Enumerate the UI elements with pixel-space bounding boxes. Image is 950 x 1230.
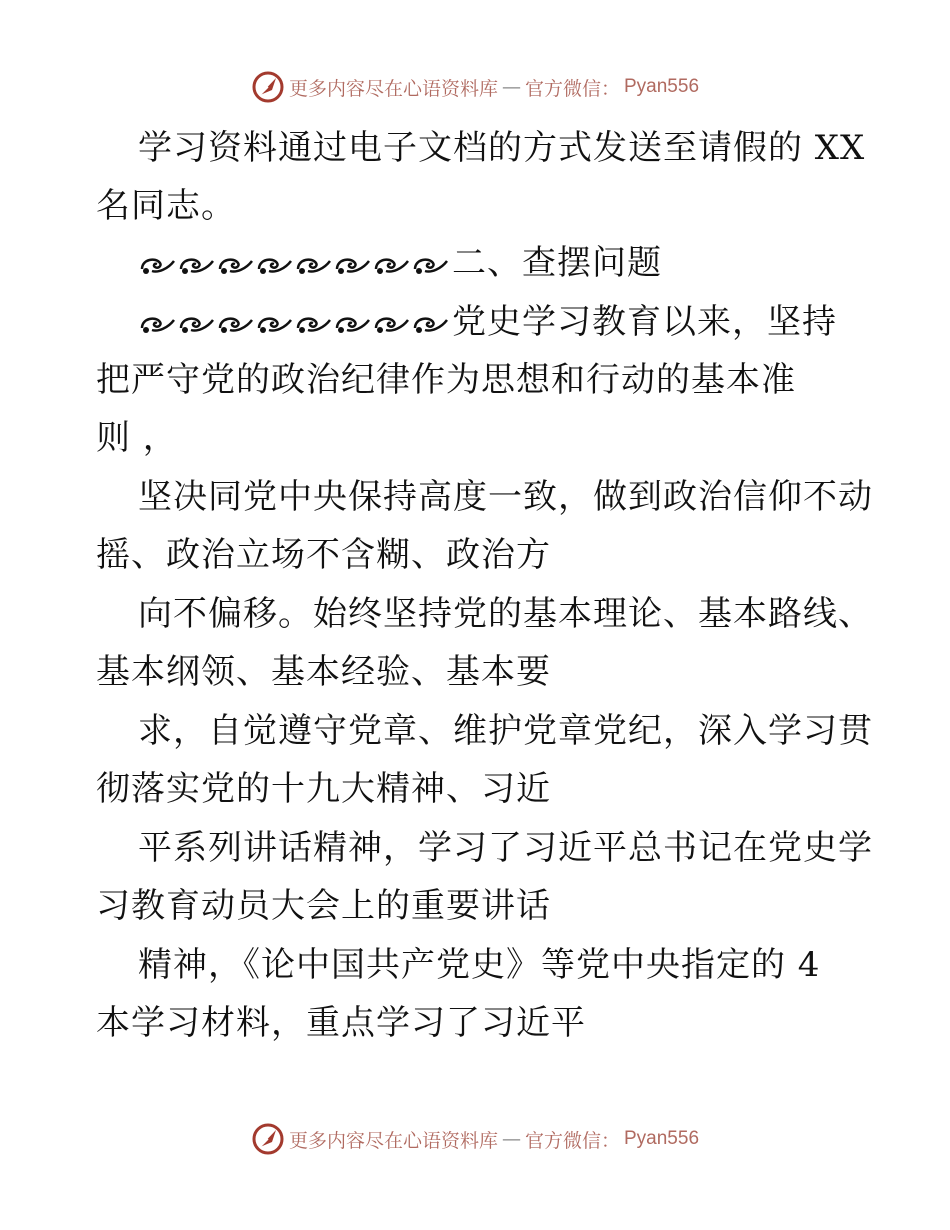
watermark-text: 更多内容尽在心语资料库: [288, 1129, 498, 1152]
section-heading-line: [138, 243, 662, 283]
text-line: 求，自觉遵守党章、维护党章党纪，深入学习贯: [138, 711, 873, 751]
text-line: 摇、政治立场不含糊、政治方: [96, 535, 551, 575]
footer-watermark: [0, 1122, 950, 1156]
fleuron-icon: [138, 253, 450, 277]
text-line: 坚决同党中央保持高度一致，做到政治信仰不动: [138, 477, 873, 517]
text-line: 则 ，: [96, 418, 178, 458]
watermark-dash: —: [501, 76, 521, 98]
fleuron-icon: [138, 312, 450, 336]
watermark-text: 更多内容尽在心语资料库: [288, 77, 498, 100]
text-line: 基本纲领、基本经验、基本要: [96, 652, 551, 692]
paragraph-text: 党史学习教育以来，坚持: [452, 302, 837, 342]
text-line: 精神，《论中国共产党史》等党中央指定的 4: [138, 945, 821, 985]
text-line: 向不偏移。始终坚持党的基本理论、基本路线、: [138, 594, 873, 634]
text-line: 平系列讲话精神，学习了习近平总书记在党史学: [138, 828, 873, 868]
watermark: [251, 70, 699, 104]
text-line: 习教育动员大会上的重要讲话: [96, 886, 551, 926]
section-heading: 二、查摆问题: [452, 243, 662, 283]
text-line: 学习资料通过电子文档的方式发送至请假的 XX: [138, 128, 866, 168]
quill-pen-icon: [251, 1122, 285, 1156]
watermark-wechat-label: 官方微信：: [524, 77, 620, 100]
header-watermark: [0, 70, 950, 104]
watermark: [251, 1122, 699, 1156]
quill-pen-icon: [251, 70, 285, 104]
watermark-account: Pyan556: [624, 76, 700, 97]
watermark-dash: —: [501, 1128, 521, 1150]
paragraph-start-line: [138, 302, 837, 342]
text-line: 本学习材料，重点学习了习近平: [96, 1003, 586, 1043]
text-line: 把严守党的政治纪律作为思想和行动的基本准: [96, 360, 796, 400]
text-line: 彻落实党的十九大精神、习近: [96, 769, 551, 809]
text-line: 名同志。: [96, 186, 236, 226]
watermark-wechat-label: 官方微信：: [524, 1129, 620, 1152]
watermark-account: Pyan556: [624, 1128, 700, 1149]
